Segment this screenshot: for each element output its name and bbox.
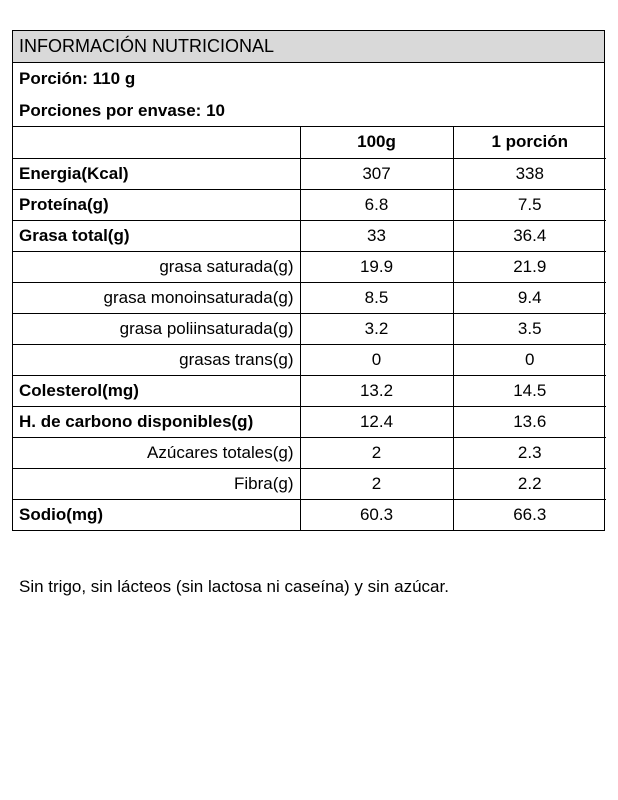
value-per-serving: 0 bbox=[453, 344, 606, 375]
value-per-100g: 13.2 bbox=[300, 375, 453, 406]
label-title: INFORMACIÓN NUTRICIONAL bbox=[13, 31, 604, 63]
nutrient-name: grasa saturada(g) bbox=[13, 251, 300, 282]
nutrient-name: Azúcares totales(g) bbox=[13, 437, 300, 468]
table-row bbox=[13, 344, 606, 375]
nutrient-name: Energia(Kcal) bbox=[13, 158, 300, 189]
value-per-100g: 33 bbox=[300, 220, 453, 251]
value-per-serving: 66.3 bbox=[513, 504, 547, 524]
value-per-100g: 60.3 bbox=[300, 499, 453, 530]
table-row bbox=[13, 158, 606, 189]
nutrient-name: Colesterol(mg) bbox=[13, 375, 300, 406]
nutrient-name: Fibra(g) bbox=[13, 468, 300, 499]
table-row bbox=[13, 282, 606, 313]
nutrient-name: Grasa total(g) bbox=[13, 220, 300, 251]
value-per-serving: 2.3 bbox=[453, 437, 606, 468]
product-note: Sin trigo, sin lácteos (sin lactosa ni caseína) y sin azúcar. bbox=[19, 577, 449, 596]
value-per-serving: 3.5 bbox=[453, 313, 606, 344]
table-row bbox=[13, 251, 606, 282]
servings-per-container: Porciones por envase: 10 bbox=[19, 101, 225, 120]
value-per-100g: 2 bbox=[300, 468, 453, 499]
table-row bbox=[13, 313, 606, 344]
value-per-serving: 21.9 bbox=[453, 251, 606, 282]
nutrient-name: Sodio(mg) bbox=[13, 499, 300, 530]
table-row bbox=[13, 437, 606, 468]
value-per-serving: 36.4 bbox=[453, 220, 606, 251]
table-row bbox=[13, 375, 606, 406]
value-per-serving: 7.5 bbox=[453, 189, 606, 220]
nutrition-table bbox=[13, 127, 606, 530]
table-row bbox=[13, 468, 606, 499]
value-per-serving: 9.4 bbox=[453, 282, 606, 313]
value-per-100g: 12.4 bbox=[300, 406, 453, 437]
nutrient-name: Proteína(g) bbox=[13, 189, 300, 220]
table-row bbox=[13, 499, 606, 530]
value-per-serving: 2.2 bbox=[453, 468, 606, 499]
header-nutrient bbox=[13, 127, 300, 158]
value-per-100g: 8.5 bbox=[300, 282, 453, 313]
value-per-100g: 6.8 bbox=[300, 189, 453, 220]
table-row bbox=[13, 220, 606, 251]
value-per-serving: 14.5 bbox=[453, 375, 606, 406]
nutrient-name: grasa poliinsaturada(g) bbox=[13, 313, 300, 344]
value-per-serving: 13.6 bbox=[453, 406, 606, 437]
nutrient-name: grasa monoinsaturada(g) bbox=[13, 282, 300, 313]
nutrition-label bbox=[12, 30, 605, 531]
value-per-100g: 0 bbox=[300, 344, 453, 375]
table-row bbox=[13, 406, 606, 437]
header-per-serving: 1 porción bbox=[453, 127, 606, 158]
value-per-100g: 19.9 bbox=[300, 251, 453, 282]
table-row bbox=[13, 189, 606, 220]
value-per-100g: 307 bbox=[300, 158, 453, 189]
nutrient-name: grasas trans(g) bbox=[13, 344, 300, 375]
value-per-100g: 2 bbox=[300, 437, 453, 468]
header-per-100g: 100g bbox=[300, 127, 453, 158]
table-header-row bbox=[13, 127, 606, 158]
value-per-serving: 338 bbox=[453, 158, 606, 189]
value-per-100g: 3.2 bbox=[300, 313, 453, 344]
serving-size: Porción: 110 g bbox=[19, 69, 136, 88]
serving-info bbox=[13, 63, 604, 127]
nutrient-name: H. de carbono disponibles(g) bbox=[13, 406, 300, 437]
